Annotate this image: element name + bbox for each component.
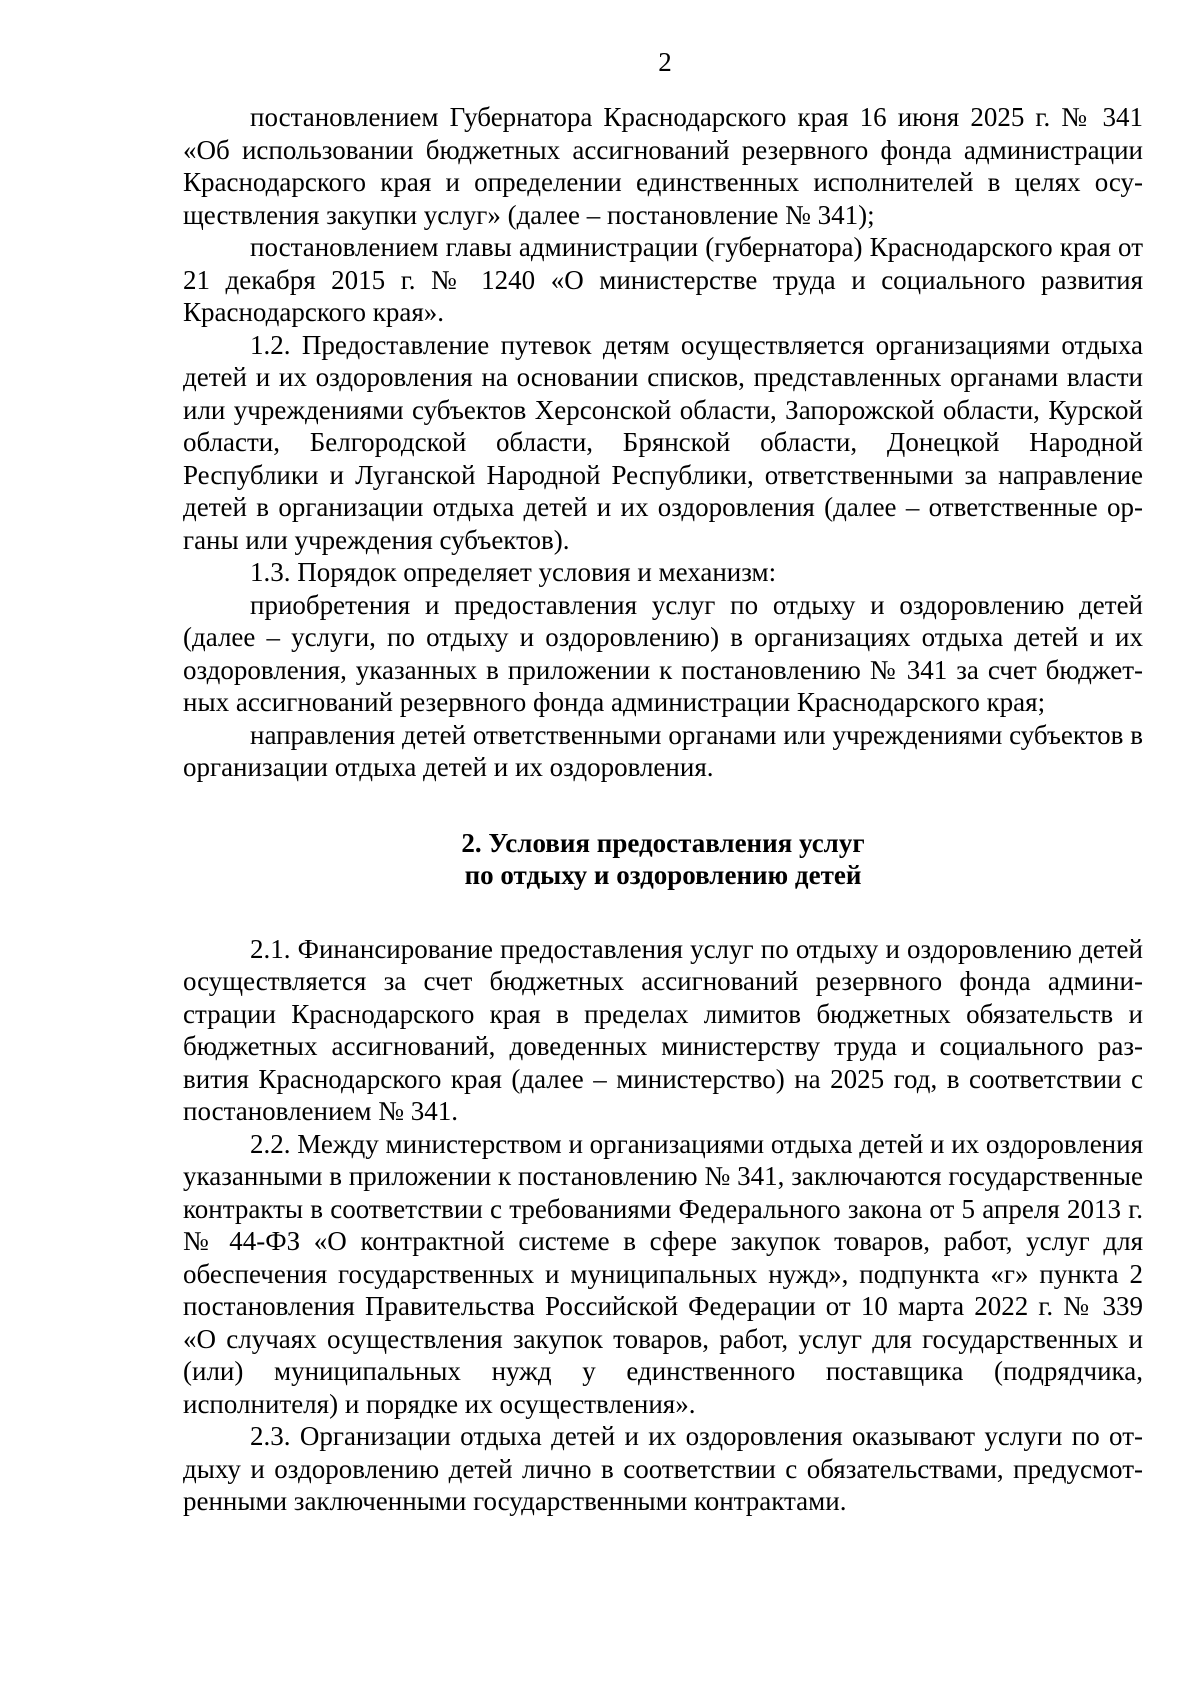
section-2-heading-line-1: 2. Условия предоставления услуг	[461, 827, 865, 858]
page-number: 2	[658, 47, 672, 77]
document-body	[183, 101, 1143, 1518]
paragraph-2-1: 2.1. Финансирование предоставления услуг по отдыху и оздоровлению детей осуществляется за счет бюджетных ассигнований резервного фонда администрации Краснодарского края в пределах лимитов бюджетных обязательств и бюджетных ассигнований, доведенных министерству труда и социального развития Краснодарского края (далее – министерство) на 2025 год, в соответствии с постановлением № 341.	[183, 933, 1143, 1126]
section-2-heading-line-2: по отдыху и оздоровлению детей	[464, 860, 862, 890]
paragraph-1-3: 1.3. Порядок определяет условия и механизм:	[250, 557, 777, 587]
section-2-heading	[183, 827, 1143, 892]
paragraph-1-3-item-acquisition: приобретения и предоставления услуг по отдыху и оздоровлению детей (далее – услуги, по отдыху и оздоровлению) в организациях отдыха детей и их оздоровления, указанных в приложении к постановлению № 341 за счет бюджетных ассигнований резервного фонда администрации Краснодарского края;	[183, 589, 1143, 717]
paragraph-resolution-341: постановлением Губернатора Краснодарского края 16 июня 2025 г. № 341 «Об использовании бюджетных ассигнований резервного фонда администрации Краснодарского края и определении единственных исполнителей в целях осуществления закупки услуг» (далее – постановление № 341);	[183, 102, 1143, 230]
paragraph-2-3: 2.3. Организации отдыха детей и их оздоровления оказывают услуги по отдыху и оздоровлению детей лично в соответствии с обязательствами, предусмотренными заключенными государственными контрактами.	[183, 1421, 1143, 1516]
paragraph-1-2: 1.2. Предоставление путевок детям осуществляется организациями отдыха детей и их оздоровления на основании списков, представленных органами власти или учреждениями субъектов Херсонской области, Запорожской области, Курской области, Белгородской области, Брянской области, Донецкой Народной Республики и Луганской Народной Республики, ответственными за направление детей в организации отдыха детей и их оздоровления (далее – ответственные органы или учреждения субъектов).	[183, 329, 1143, 555]
paragraph-resolution-1240: постановлением главы администрации (губернатора) Краснодарского края от 21 декабря 2015 г. № 1240 «О министерстве труда и социального развития Краснодарского края».	[183, 232, 1143, 327]
paragraph-2-2: 2.2. Между министерством и организациями отдыха детей и их оздоровления указанными в приложении к постановлению № 341, заключаются государственные контракты в соответствии с требованиями Федерального закона от 5 апреля 2013 г. № 44-ФЗ «О контрактной системе в сфере закупок товаров, работ, услуг для обеспечения государственных и муниципальных нужд», подпункта «г» пункта 2 постановления Правительства Российской Федерации от 10 марта 2022 г. № 339 «О случаях осуществления закупок товаров, работ, услуг для государственных и (или) муниципальных нужд у единственного поставщика (подрядчика, исполнителя) и порядке их осуществления».	[183, 1128, 1143, 1419]
paragraph-1-3-item-referral: направления детей ответственными органами или учреждениями субъектов в организации отдыха детей и их оздоровления.	[183, 719, 1143, 782]
